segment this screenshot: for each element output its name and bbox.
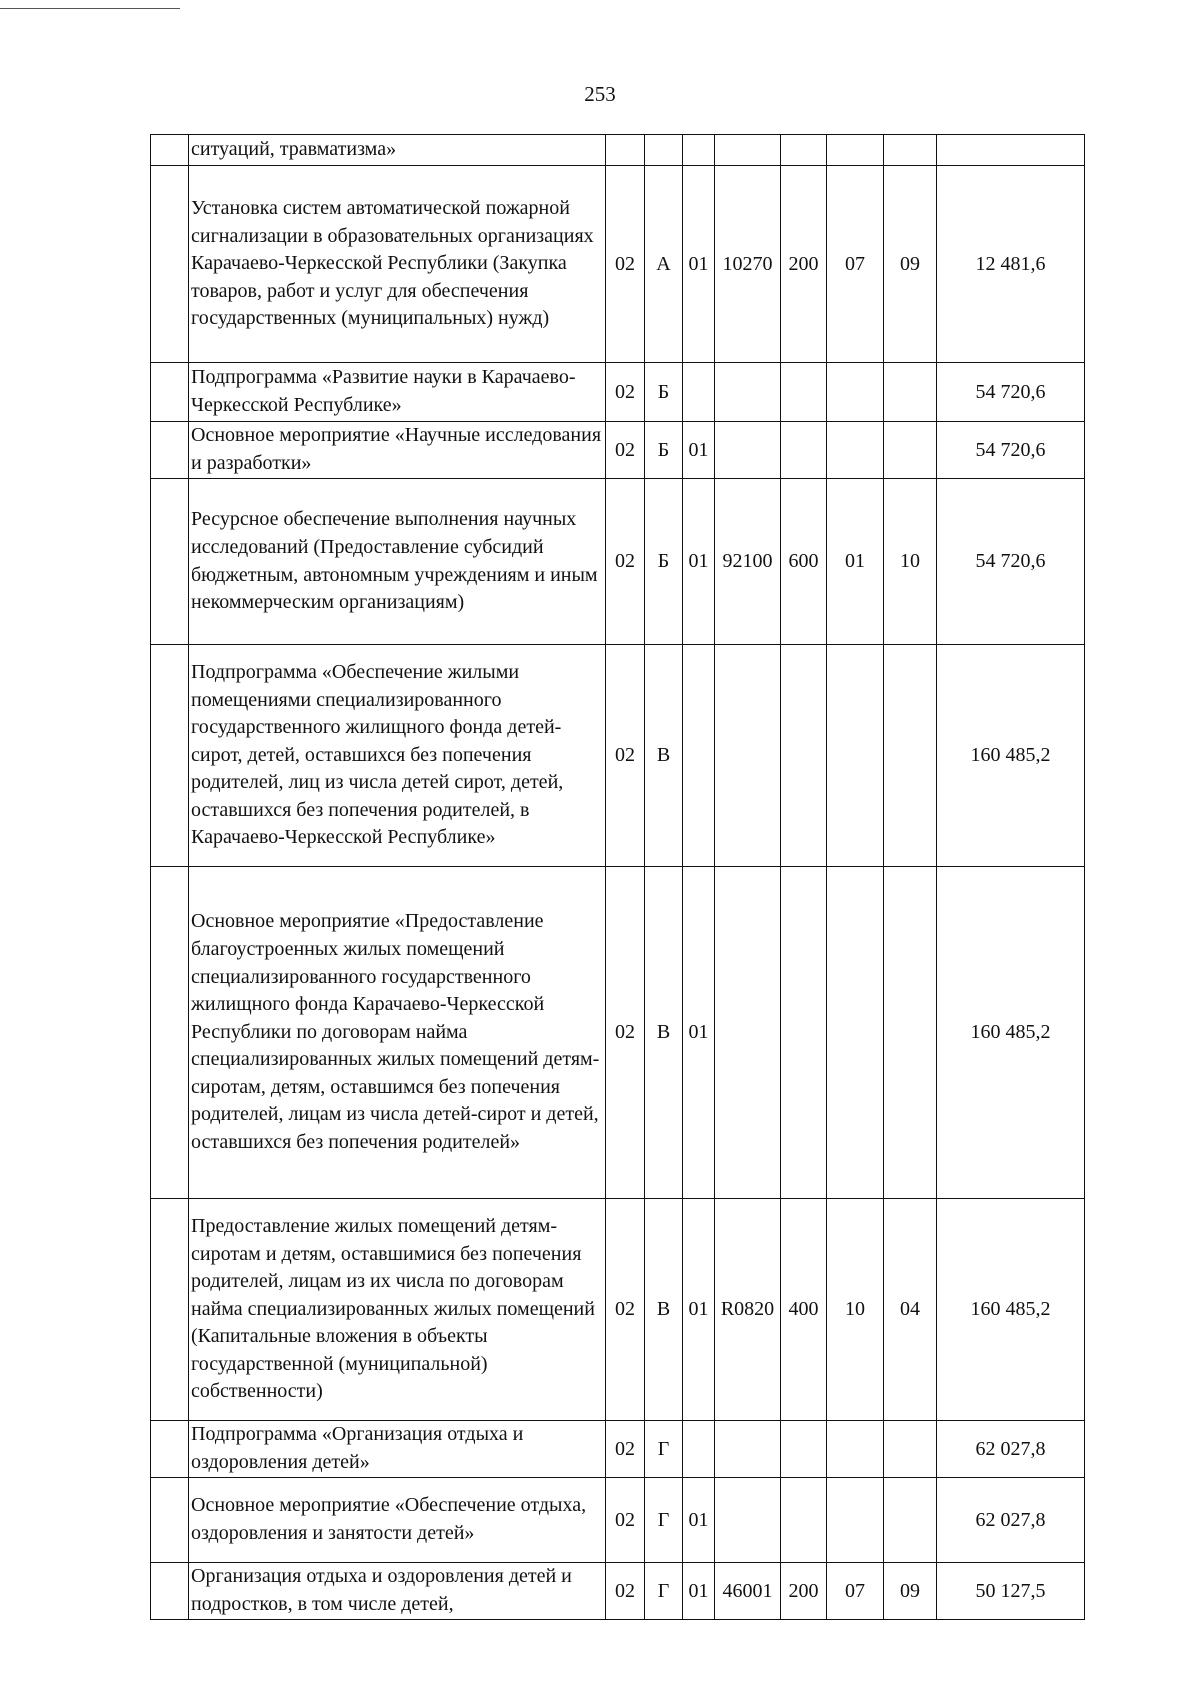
- row-name: Ресурсное обеспечение выполнения научных исследований (Предоставление субсидий бюджетным, автономным учреждениям и иным некоммерческим организациям): [189, 479, 606, 645]
- row-name: Подпрограмма «Развитие науки в Карачаево-Черкесской Республике»: [189, 363, 606, 422]
- table-row: Установка систем автоматической пожарной сигнализации в образовательных организациях Карачаево-Черкесской Республики (Закупка товаров, работ и услуг для обеспечения государственных (муниципальных) нужд) 02 А 01 10270 200 07 09 12 481,6: [151, 166, 1085, 363]
- row-sum: 62 027,8: [937, 1478, 1085, 1563]
- table-row: Основное мероприятие «Предоставление благоустроенных жилых помещений специализированного государственного жилищного фонда Карачаево-Черкесской Республики по договорам найма специализированных жилых помещений детям-сиротам, детям, оставшимся без попечения родителей, лицам из числа детей-сирот и детей, оставшихся без попечения родителей» 02 В 01 160 485,2: [151, 867, 1085, 1199]
- row-name: Предоставление жилых помещений детям-сиротам и детям, оставшимися без попечения родителей, лицам из их числа по договорам найма специализированных жилых помещений (Капитальные вложения в объекты государственной (муниципальной) собственности): [189, 1199, 606, 1421]
- table-row: Подпрограмма «Развитие науки в Карачаево-Черкесской Республике» 02 Б 54 720,6: [151, 363, 1085, 422]
- row-sum: 160 485,2: [937, 1199, 1085, 1421]
- row-sum: [937, 135, 1085, 166]
- budget-table: [150, 134, 1085, 1620]
- table-row: Основное мероприятие «Научные исследования и разработки» 02 Б 01 54 720,6: [151, 422, 1085, 479]
- row-sum: 62 027,8: [937, 1421, 1085, 1478]
- table-row: Основное мероприятие «Обеспечение отдыха, оздоровления и занятости детей» 02 Г 01 62 027,8: [151, 1478, 1085, 1563]
- row-sum: 160 485,2: [937, 645, 1085, 867]
- table-row: Ресурсное обеспечение выполнения научных исследований (Предоставление субсидий бюджетным, автономным учреждениям и иным некоммерческим организациям) 02 Б 01 92100 600 01 10 54 720,6: [151, 479, 1085, 645]
- row-name: Основное мероприятие «Научные исследования и разработки»: [189, 422, 606, 479]
- row-sum: 54 720,6: [937, 363, 1085, 422]
- row-name: Установка систем автоматической пожарной сигнализации в образовательных организациях Карачаево-Черкесской Республики (Закупка товаров, работ и услуг для обеспечения государственных (муниципальных) нужд): [189, 166, 606, 363]
- row-name: ситуаций, травматизма»: [189, 135, 606, 166]
- row-name: Основное мероприятие «Предоставление благоустроенных жилых помещений специализированного государственного жилищного фонда Карачаево-Черкесской Республики по договорам найма специализированных жилых помещений детям-сиротам, детям, оставшимся без попечения родителей, лицам из числа детей-сирот и детей, оставшихся без попечения родителей»: [189, 867, 606, 1199]
- page-number: 253: [584, 82, 616, 106]
- table-row: Предоставление жилых помещений детям-сиротам и детям, оставшимися без попечения родителей, лицам из их числа по договорам найма специализированных жилых помещений (Капитальные вложения в объекты государственной (муниципальной) собственности) 02 В 01 R0820 400 10 04 160 485,2: [151, 1199, 1085, 1421]
- row-name: Организация отдыха и оздоровления детей и подростков, в том числе детей,: [189, 1563, 606, 1620]
- row-name: Основное мероприятие «Обеспечение отдыха, оздоровления и занятости детей»: [189, 1478, 606, 1563]
- row-name: Подпрограмма «Обеспечение жилыми помещениями специализированного государственного жилищного фонда детей-сирот, детей, оставшихся без попечения родителей, лиц из числа детей сирот, детей, оставшихся без попечения родителей, в Карачаево-Черкесской Республике»: [189, 645, 606, 867]
- table-row: Организация отдыха и оздоровления детей и подростков, в том числе детей, 02 Г 01 46001 200 07 09 50 127,5: [151, 1563, 1085, 1620]
- top-rule: [0, 8, 180, 9]
- row-sum: 160 485,2: [937, 867, 1085, 1199]
- row-sum: 50 127,5: [937, 1563, 1085, 1620]
- table-row: [151, 135, 1085, 166]
- table-row: Подпрограмма «Организация отдыха и оздоровления детей» 02 Г 62 027,8: [151, 1421, 1085, 1478]
- table-row: Подпрограмма «Обеспечение жилыми помещениями специализированного государственного жилищного фонда детей-сирот, детей, оставшихся без попечения родителей, лиц из числа детей сирот, детей, оставшихся без попечения родителей, в Карачаево-Черкесской Республике» 02 В 160 485,2: [151, 645, 1085, 867]
- row-sum: 54 720,6: [937, 479, 1085, 645]
- row-sum: 54 720,6: [937, 422, 1085, 479]
- row-name: Подпрограмма «Организация отдыха и оздоровления детей»: [189, 1421, 606, 1478]
- row-sum: 12 481,6: [937, 166, 1085, 363]
